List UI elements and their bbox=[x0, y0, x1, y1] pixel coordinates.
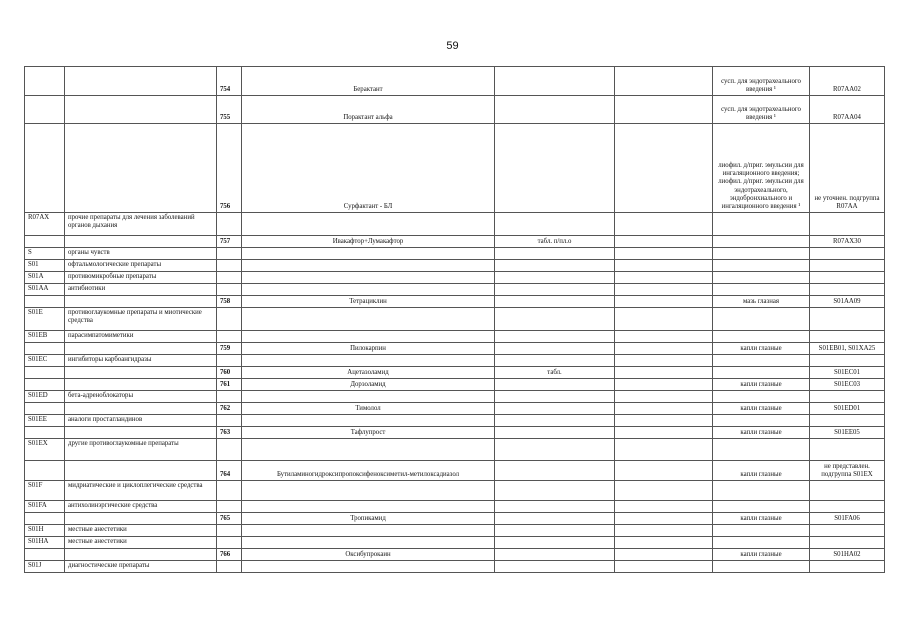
atc-group-name: противомикробные препараты bbox=[65, 272, 217, 284]
atc-group-code bbox=[25, 379, 65, 391]
dosage-form-cell-2 bbox=[615, 415, 713, 427]
dosage-form-cell: табл. п/пл.о bbox=[495, 236, 615, 248]
atc-group-name bbox=[65, 379, 217, 391]
dosage-form-cell-3: капли глазные bbox=[713, 461, 810, 481]
atc-group-code: S01EX bbox=[25, 439, 65, 461]
dosage-form-cell-2 bbox=[615, 248, 713, 260]
dosage-form-cell-3: капли глазные bbox=[713, 403, 810, 415]
dosage-form-cell-3: сусп. для эндотрахеального введения ¹ bbox=[713, 67, 810, 96]
dosage-form-cell bbox=[495, 549, 615, 561]
atc-group-name: антибиотики bbox=[65, 284, 217, 296]
drug-number bbox=[217, 537, 242, 549]
drug-classification-table bbox=[24, 66, 885, 573]
atc-code: R07AA04 bbox=[810, 96, 885, 124]
atc-group-code bbox=[25, 236, 65, 248]
atc-code bbox=[810, 439, 885, 461]
table-row bbox=[25, 284, 885, 296]
drug-number bbox=[217, 213, 242, 236]
table-row bbox=[25, 308, 885, 331]
drug-number bbox=[217, 391, 242, 403]
drug-number bbox=[217, 308, 242, 331]
dosage-form-cell bbox=[495, 525, 615, 537]
atc-code bbox=[810, 415, 885, 427]
atc-code: R07AX30 bbox=[810, 236, 885, 248]
dosage-form-cell-3 bbox=[713, 308, 810, 331]
atc-group-name bbox=[65, 67, 217, 96]
dosage-form-cell-2 bbox=[615, 272, 713, 284]
atc-group-code: R07AX bbox=[25, 213, 65, 236]
table-row bbox=[25, 461, 885, 481]
dosage-form-cell bbox=[495, 427, 615, 439]
table-row bbox=[25, 561, 885, 573]
dosage-form-cell-2 bbox=[615, 213, 713, 236]
atc-code bbox=[810, 355, 885, 367]
dosage-form-cell bbox=[495, 96, 615, 124]
atc-code: S01FA06 bbox=[810, 513, 885, 525]
atc-group-name: бета-адреноблокаторы bbox=[65, 391, 217, 403]
drug-name: Тропикамид bbox=[242, 513, 495, 525]
dosage-form-cell-3: капли глазные bbox=[713, 379, 810, 391]
drug-name bbox=[242, 439, 495, 461]
drug-number bbox=[217, 439, 242, 461]
dosage-form-cell-3 bbox=[713, 248, 810, 260]
atc-code: S01EC03 bbox=[810, 379, 885, 391]
atc-group-name: прочие препараты для лечения заболеваний органов дыхания bbox=[65, 213, 217, 236]
dosage-form-cell-3 bbox=[713, 213, 810, 236]
atc-group-code: S01H bbox=[25, 525, 65, 537]
dosage-form-cell bbox=[495, 355, 615, 367]
drug-number bbox=[217, 415, 242, 427]
drug-name bbox=[242, 355, 495, 367]
atc-group-code: S01EE bbox=[25, 415, 65, 427]
dosage-form-cell bbox=[495, 501, 615, 513]
dosage-form-cell bbox=[495, 308, 615, 331]
dosage-form-cell bbox=[495, 561, 615, 573]
drug-name bbox=[242, 260, 495, 272]
table-row bbox=[25, 67, 885, 96]
atc-code bbox=[810, 213, 885, 236]
drug-name: Тафлупрост bbox=[242, 427, 495, 439]
table-row bbox=[25, 481, 885, 501]
dosage-form-cell-2 bbox=[615, 461, 713, 481]
drug-name bbox=[242, 272, 495, 284]
drug-name bbox=[242, 331, 495, 343]
drug-name bbox=[242, 501, 495, 513]
atc-group-code: S01HA bbox=[25, 537, 65, 549]
atc-code bbox=[810, 331, 885, 343]
atc-group-name: противоглаукомные препараты и миотические средства bbox=[65, 308, 217, 331]
page-number: 59 bbox=[446, 40, 459, 52]
drug-number: 766 bbox=[217, 549, 242, 561]
table-row bbox=[25, 331, 885, 343]
dosage-form-cell-2 bbox=[615, 391, 713, 403]
atc-code bbox=[810, 537, 885, 549]
dosage-form-cell bbox=[495, 391, 615, 403]
atc-code bbox=[810, 481, 885, 501]
table-body bbox=[25, 67, 885, 573]
atc-group-name: парасимпатомиметики bbox=[65, 331, 217, 343]
drug-name: Сурфактант - БЛ bbox=[242, 124, 495, 213]
drug-number: 765 bbox=[217, 513, 242, 525]
atc-code: S01ED01 bbox=[810, 403, 885, 415]
atc-group-code bbox=[25, 296, 65, 308]
atc-code: S01AA09 bbox=[810, 296, 885, 308]
drug-name: Берактант bbox=[242, 67, 495, 96]
atc-group-name: аналоги простагландинов bbox=[65, 415, 217, 427]
table-row bbox=[25, 525, 885, 537]
atc-code bbox=[810, 525, 885, 537]
atc-group-code: S01F bbox=[25, 481, 65, 501]
table-row bbox=[25, 272, 885, 284]
atc-group-code: S01 bbox=[25, 260, 65, 272]
dosage-form-cell bbox=[495, 403, 615, 415]
dosage-form-cell-2 bbox=[615, 403, 713, 415]
atc-group-code bbox=[25, 513, 65, 525]
dosage-form-cell bbox=[495, 331, 615, 343]
drug-number: 761 bbox=[217, 379, 242, 391]
atc-group-code: S01AA bbox=[25, 284, 65, 296]
drug-name: Тетрациклин bbox=[242, 296, 495, 308]
table-row bbox=[25, 343, 885, 355]
dosage-form-cell-3 bbox=[713, 525, 810, 537]
table-row bbox=[25, 513, 885, 525]
dosage-form-cell bbox=[495, 213, 615, 236]
drug-name bbox=[242, 248, 495, 260]
dosage-form-cell-3: капли глазные bbox=[713, 513, 810, 525]
drug-name: Пилокарпин bbox=[242, 343, 495, 355]
atc-code bbox=[810, 260, 885, 272]
atc-group-code: S01EC bbox=[25, 355, 65, 367]
dosage-form-cell-2 bbox=[615, 513, 713, 525]
drug-number bbox=[217, 272, 242, 284]
table-row bbox=[25, 248, 885, 260]
drug-name bbox=[242, 391, 495, 403]
dosage-form-cell-3: мазь глазная bbox=[713, 296, 810, 308]
dosage-form-cell-2 bbox=[615, 355, 713, 367]
table-row bbox=[25, 427, 885, 439]
dosage-form-cell-3 bbox=[713, 481, 810, 501]
drug-number: 760 bbox=[217, 367, 242, 379]
atc-code bbox=[810, 561, 885, 573]
atc-group-code: S bbox=[25, 248, 65, 260]
drug-number: 756 bbox=[217, 124, 242, 213]
drug-number bbox=[217, 331, 242, 343]
dosage-form-cell-2 bbox=[615, 343, 713, 355]
atc-group-code bbox=[25, 549, 65, 561]
drug-number: 757 bbox=[217, 236, 242, 248]
drug-name bbox=[242, 561, 495, 573]
atc-group-name bbox=[65, 549, 217, 561]
atc-group-name bbox=[65, 461, 217, 481]
dosage-form-cell-3: капли глазные bbox=[713, 427, 810, 439]
dosage-form-cell-2 bbox=[615, 481, 713, 501]
atc-code: R07AA02 bbox=[810, 67, 885, 96]
atc-group-code: S01E bbox=[25, 308, 65, 331]
table-row bbox=[25, 213, 885, 236]
dosage-form-cell-2 bbox=[615, 501, 713, 513]
dosage-form-cell-2 bbox=[615, 439, 713, 461]
dosage-form-cell-3 bbox=[713, 355, 810, 367]
drug-name bbox=[242, 481, 495, 501]
atc-code: S01EC01 bbox=[810, 367, 885, 379]
atc-group-name bbox=[65, 403, 217, 415]
atc-group-name: органы чувств bbox=[65, 248, 217, 260]
atc-group-name: мидриатические и циклоплегические средства bbox=[65, 481, 217, 501]
drug-name bbox=[242, 213, 495, 236]
drug-number bbox=[217, 260, 242, 272]
dosage-form-cell bbox=[495, 537, 615, 549]
drug-number: 758 bbox=[217, 296, 242, 308]
table-row bbox=[25, 549, 885, 561]
dosage-form-cell-3: лиофил. д/приг. эмульсии для ингаляционного введения; лиофил. д/приг. эмульсии для эндотрахеального, эндобронхиального и ингаляционного введения ¹ bbox=[713, 124, 810, 213]
drug-name: Ацетазоламид bbox=[242, 367, 495, 379]
drug-name bbox=[242, 284, 495, 296]
dosage-form-cell-3 bbox=[713, 272, 810, 284]
dosage-form-cell bbox=[495, 343, 615, 355]
dosage-form-cell-2 bbox=[615, 67, 713, 96]
drug-name bbox=[242, 308, 495, 331]
dosage-form-cell-2 bbox=[615, 379, 713, 391]
dosage-form-cell-2 bbox=[615, 260, 713, 272]
drug-name: Оксибупрокаин bbox=[242, 549, 495, 561]
table-row bbox=[25, 415, 885, 427]
atc-group-name: местные анестетики bbox=[65, 525, 217, 537]
atc-group-code bbox=[25, 343, 65, 355]
dosage-form-cell-3: сусп. для эндотрахеального введения ¹ bbox=[713, 96, 810, 124]
table-row bbox=[25, 296, 885, 308]
dosage-form-cell bbox=[495, 124, 615, 213]
drug-number bbox=[217, 501, 242, 513]
dosage-form-cell-2 bbox=[615, 427, 713, 439]
atc-group-name bbox=[65, 124, 217, 213]
dosage-form-cell bbox=[495, 272, 615, 284]
dosage-form-cell-3 bbox=[713, 561, 810, 573]
drug-number bbox=[217, 481, 242, 501]
drug-number: 755 bbox=[217, 96, 242, 124]
dosage-form-cell bbox=[495, 379, 615, 391]
dosage-form-cell bbox=[495, 67, 615, 96]
dosage-form-cell-3: капли глазные bbox=[713, 549, 810, 561]
atc-group-name bbox=[65, 236, 217, 248]
drug-number bbox=[217, 355, 242, 367]
atc-group-name: местные анестетики bbox=[65, 537, 217, 549]
table-row bbox=[25, 96, 885, 124]
table-row bbox=[25, 439, 885, 461]
table-row bbox=[25, 367, 885, 379]
atc-code: не уточнен. подгруппа R07AA bbox=[810, 124, 885, 213]
dosage-form-cell-2 bbox=[615, 367, 713, 379]
dosage-form-cell-3 bbox=[713, 537, 810, 549]
dosage-form-cell bbox=[495, 415, 615, 427]
dosage-form-cell-3 bbox=[713, 260, 810, 272]
dosage-form-cell bbox=[495, 481, 615, 501]
atc-group-code bbox=[25, 403, 65, 415]
drug-name bbox=[242, 537, 495, 549]
dosage-form-cell bbox=[495, 513, 615, 525]
dosage-form-cell-2 bbox=[615, 96, 713, 124]
dosage-form-cell: табл. bbox=[495, 367, 615, 379]
atc-group-name: антихолинэргические средства bbox=[65, 501, 217, 513]
atc-group-code: S01FA bbox=[25, 501, 65, 513]
atc-group-name: ингибиторы карбоангидразы bbox=[65, 355, 217, 367]
drug-name: Дорзоламид bbox=[242, 379, 495, 391]
atc-group-code bbox=[25, 427, 65, 439]
drug-number bbox=[217, 284, 242, 296]
dosage-form-cell bbox=[495, 439, 615, 461]
drug-name bbox=[242, 525, 495, 537]
drug-number bbox=[217, 525, 242, 537]
drug-number: 764 bbox=[217, 461, 242, 481]
atc-group-code: S01A bbox=[25, 272, 65, 284]
atc-code bbox=[810, 501, 885, 513]
atc-code bbox=[810, 391, 885, 403]
drug-number: 754 bbox=[217, 67, 242, 96]
atc-group-name bbox=[65, 343, 217, 355]
dosage-form-cell bbox=[495, 260, 615, 272]
drug-name: Порактант альфа bbox=[242, 96, 495, 124]
atc-code bbox=[810, 248, 885, 260]
atc-code: не представлен. подгруппа S01EX bbox=[810, 461, 885, 481]
atc-group-code bbox=[25, 461, 65, 481]
atc-code bbox=[810, 272, 885, 284]
table-row bbox=[25, 403, 885, 415]
dosage-form-cell-3: капли глазные bbox=[713, 343, 810, 355]
drug-number: 762 bbox=[217, 403, 242, 415]
dosage-form-cell-3 bbox=[713, 391, 810, 403]
table-row bbox=[25, 391, 885, 403]
drug-name: Ивакафтор+Лумакафтор bbox=[242, 236, 495, 248]
atc-group-name bbox=[65, 427, 217, 439]
drug-number: 759 bbox=[217, 343, 242, 355]
dosage-form-cell-2 bbox=[615, 296, 713, 308]
atc-group-code: S01ED bbox=[25, 391, 65, 403]
atc-group-name: другие противоглаукомные препараты bbox=[65, 439, 217, 461]
dosage-form-cell-2 bbox=[615, 284, 713, 296]
atc-group-code bbox=[25, 96, 65, 124]
dosage-form-cell-3 bbox=[713, 284, 810, 296]
dosage-form-cell-3 bbox=[713, 415, 810, 427]
atc-group-name bbox=[65, 513, 217, 525]
atc-code bbox=[810, 284, 885, 296]
atc-code: S01HA02 bbox=[810, 549, 885, 561]
atc-group-code bbox=[25, 67, 65, 96]
dosage-form-cell-3 bbox=[713, 236, 810, 248]
atc-group-name bbox=[65, 96, 217, 124]
dosage-form-cell-2 bbox=[615, 525, 713, 537]
dosage-form-cell bbox=[495, 248, 615, 260]
drug-name: Тимолол bbox=[242, 403, 495, 415]
atc-group-name: диагностические препараты bbox=[65, 561, 217, 573]
dosage-form-cell-3 bbox=[713, 331, 810, 343]
dosage-form-cell bbox=[495, 284, 615, 296]
drug-number: 763 bbox=[217, 427, 242, 439]
atc-group-code: S01J bbox=[25, 561, 65, 573]
dosage-form-cell-2 bbox=[615, 331, 713, 343]
drug-number bbox=[217, 248, 242, 260]
atc-group-code: S01EB bbox=[25, 331, 65, 343]
atc-group-code bbox=[25, 367, 65, 379]
atc-group-code bbox=[25, 124, 65, 213]
table-row bbox=[25, 501, 885, 513]
dosage-form-cell-3 bbox=[713, 439, 810, 461]
table-row bbox=[25, 236, 885, 248]
dosage-form-cell-2 bbox=[615, 236, 713, 248]
drug-name: Бутиламиногидроксипропоксифеноксиметил-метилоксадиазол bbox=[242, 461, 495, 481]
drug-name bbox=[242, 415, 495, 427]
dosage-form-cell bbox=[495, 296, 615, 308]
table-row bbox=[25, 537, 885, 549]
dosage-form-cell-2 bbox=[615, 549, 713, 561]
dosage-form-cell-3 bbox=[713, 367, 810, 379]
table-row bbox=[25, 124, 885, 213]
table-row bbox=[25, 379, 885, 391]
table-row bbox=[25, 260, 885, 272]
table-row bbox=[25, 355, 885, 367]
atc-group-name bbox=[65, 367, 217, 379]
atc-code bbox=[810, 308, 885, 331]
atc-group-name bbox=[65, 296, 217, 308]
dosage-form-cell-2 bbox=[615, 308, 713, 331]
drug-number bbox=[217, 561, 242, 573]
atc-group-name: офтальмологические препараты bbox=[65, 260, 217, 272]
dosage-form-cell-2 bbox=[615, 537, 713, 549]
dosage-form-cell-2 bbox=[615, 124, 713, 213]
atc-code: S01EB01, S01XA25 bbox=[810, 343, 885, 355]
dosage-form-cell-3 bbox=[713, 501, 810, 513]
atc-code: S01EE05 bbox=[810, 427, 885, 439]
dosage-form-cell bbox=[495, 461, 615, 481]
dosage-form-cell-2 bbox=[615, 561, 713, 573]
